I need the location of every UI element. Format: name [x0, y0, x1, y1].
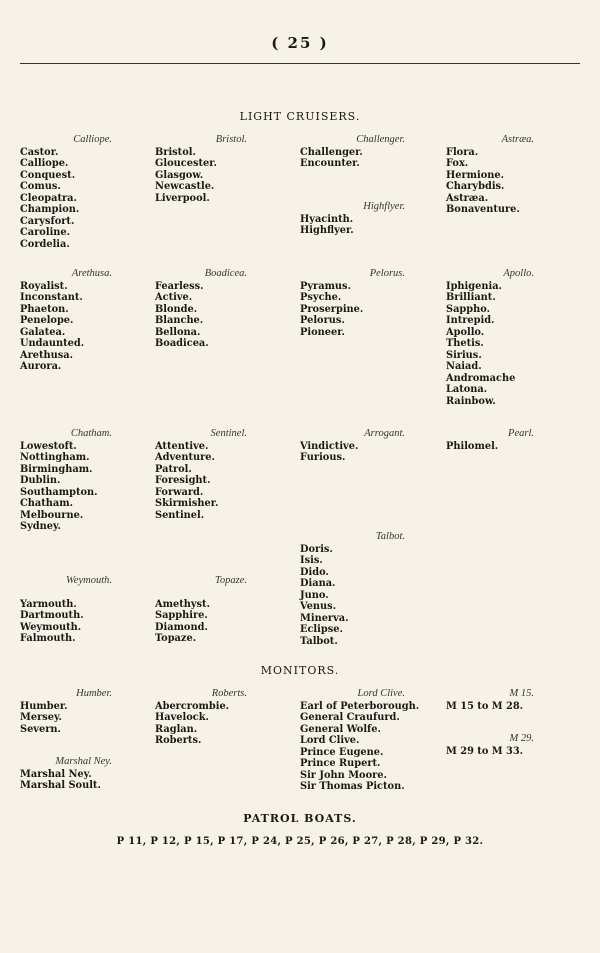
ship-name: Pioneer.	[300, 326, 345, 338]
ship-name: Dido.	[300, 566, 329, 578]
group-weymouth	[20, 575, 112, 645]
ship-name: Phaeton.	[20, 303, 69, 315]
ship-name: Caroline.	[20, 227, 71, 238]
ship-name: Abercrombie.	[155, 700, 230, 712]
monitors-title: MONITORS.	[260, 664, 340, 677]
group-highflyer	[300, 201, 405, 237]
ship-name: Juno.	[300, 589, 329, 601]
ship-name: Inconstant.	[20, 292, 83, 303]
ship-name: Active.	[155, 292, 193, 303]
group-astraea	[446, 134, 534, 216]
group-challenger	[300, 134, 405, 170]
ship-name: Hermione.	[446, 169, 505, 181]
ship-name: Sentinel.	[155, 509, 205, 521]
spacer	[155, 588, 247, 599]
ship-name: Sir John Moore.	[300, 769, 387, 781]
spacer	[20, 588, 112, 599]
patrol-boats-list: P 11, P 12, P 15, P 17, P 24, P 25, P 26, P 27, P 28, P 29, P 32.	[116, 836, 484, 847]
ship-name: Dublin.	[20, 475, 61, 486]
ship-name: Latona.	[446, 384, 488, 395]
patrol-boats-title: PATROL BOATS.	[243, 812, 357, 825]
group-heading: Pearl.	[508, 428, 534, 439]
ship-name: General Wolfe.	[300, 723, 381, 735]
group-heading: Lord Clive.	[357, 688, 405, 699]
group-heading: Weymouth.	[66, 575, 112, 586]
group-arrogant	[300, 428, 405, 464]
ship-name: Hyacinth.	[300, 213, 354, 225]
ship-name: Encounter.	[300, 158, 360, 169]
ship-name: Falmouth.	[20, 633, 76, 644]
ship-name: Topaze.	[155, 633, 197, 644]
ship-name: Sapphire.	[155, 610, 208, 621]
group-heading: Astræa.	[501, 134, 534, 145]
ship-name: Calliope.	[20, 158, 69, 169]
ship-name: Attentive.	[155, 440, 209, 452]
ship-name: General Craufurd.	[300, 712, 400, 723]
ship-name: Melbourne.	[20, 509, 84, 521]
group-heading: Marshal Ney.	[55, 756, 112, 767]
ship-name: Earl of Peterborough.	[300, 700, 420, 712]
group-heading: Topaze.	[215, 575, 247, 586]
ship-name: Proserpine.	[300, 303, 364, 315]
ship-name: Isis.	[300, 555, 323, 566]
group-heading: Bristol.	[215, 134, 247, 145]
group-bristol	[155, 134, 247, 204]
ship-name: Fox.	[446, 158, 469, 169]
ship-name: Naiad.	[446, 361, 482, 372]
ship-name: Sappho.	[446, 303, 491, 315]
ship-name: Brilliant.	[446, 292, 496, 303]
ship-name: Dartmouth.	[20, 610, 84, 621]
header-rule	[20, 63, 580, 64]
ship-name: Conquest.	[20, 169, 76, 181]
group-humber	[20, 688, 112, 735]
ship-name: Humber.	[20, 700, 68, 712]
ship-name: Roberts.	[155, 735, 202, 746]
ship-name: Blonde.	[155, 303, 198, 315]
ship-name: Royalist.	[20, 280, 68, 292]
group-heading: Pelorus.	[369, 268, 405, 279]
ship-name: Nottingham.	[20, 452, 90, 463]
ship-name: Mersey.	[20, 712, 62, 723]
ship-name: Glasgow.	[155, 169, 204, 181]
group-heading: Boadicea.	[204, 268, 247, 279]
ship-name: Flora.	[446, 146, 479, 158]
ship-name: M 29 to M 33.	[446, 745, 524, 757]
ship-name: Arethusa.	[20, 349, 74, 361]
group-heading: M 29.	[509, 733, 534, 744]
group-m15	[446, 688, 534, 712]
ship-name: Havelock.	[155, 712, 209, 723]
light-cruisers-title: LIGHT CRUISERS.	[239, 110, 361, 123]
ship-name: Fearless.	[155, 280, 204, 292]
ship-name: Boadicea.	[155, 338, 209, 349]
ship-name: Furious.	[300, 452, 346, 463]
ship-name: Pyramus.	[300, 280, 351, 292]
ship-name: Prince Rupert.	[300, 758, 381, 769]
ship-name: Carysfort.	[20, 215, 75, 227]
ship-name: Eclipse.	[300, 624, 343, 635]
ship-name: Gloucester.	[155, 158, 217, 169]
ship-name: Marshal Soult.	[20, 780, 101, 791]
ship-name: Blanche.	[155, 315, 204, 326]
ship-name: Astræa.	[446, 192, 489, 204]
group-topaze	[155, 575, 247, 645]
ship-name: Psyche.	[300, 292, 342, 303]
ship-name: Sydney.	[20, 521, 61, 532]
group-heading: Humber.	[76, 688, 112, 699]
ship-name: Challenger.	[300, 146, 363, 158]
group-lord-clive	[300, 688, 420, 793]
ship-name: Venus.	[300, 601, 337, 612]
ship-name: Marshal Ney.	[20, 768, 92, 780]
group-talbot	[300, 531, 405, 647]
ship-name: Vindictive.	[300, 440, 359, 452]
group-arethusa	[20, 268, 112, 373]
group-pelorus	[300, 268, 405, 338]
ship-name: Charybdis.	[446, 181, 505, 192]
ship-name: Undaunted.	[20, 338, 85, 349]
group-marshal-ney	[20, 756, 112, 792]
ship-name: Diana.	[300, 578, 336, 589]
ship-name: Birmingham.	[20, 463, 93, 475]
group-heading: Apollo.	[503, 268, 534, 279]
ship-name: Philomel.	[446, 440, 499, 452]
group-heading: M 15.	[509, 688, 534, 699]
ship-name: Bellona.	[155, 326, 201, 338]
ship-name: Cleopatra.	[20, 192, 77, 204]
group-heading: Sentinel.	[210, 428, 247, 439]
ship-name: Penelope.	[20, 315, 74, 326]
ship-name: Talbot.	[300, 635, 338, 647]
ship-name: Apollo.	[446, 326, 485, 338]
ship-name: Liverpool.	[155, 192, 210, 204]
ship-name: Newcastle.	[155, 181, 215, 192]
ship-name: Thetis.	[446, 338, 484, 349]
ship-name: Champion.	[20, 204, 80, 215]
ship-name: Patrol.	[155, 463, 192, 475]
ship-name: Bristol.	[155, 146, 196, 158]
group-heading: Highflyer.	[363, 201, 405, 212]
group-heading: Talbot.	[375, 531, 405, 542]
ship-name: Forward.	[155, 486, 204, 498]
ship-name: Castor.	[20, 146, 59, 158]
ship-name: Rainbow.	[446, 395, 496, 407]
ship-name: Andromache	[446, 372, 516, 384]
group-heading: Challenger.	[356, 134, 405, 145]
ship-name: Doris.	[300, 543, 333, 555]
ship-name: Southampton.	[20, 486, 98, 498]
ship-name: Amethyst.	[155, 598, 210, 610]
group-heading: Roberts.	[211, 688, 247, 699]
ship-name: Minerva.	[300, 612, 349, 624]
ship-name: Skirmisher.	[155, 498, 219, 509]
ship-name: Chatham.	[20, 498, 74, 509]
group-sentinel	[155, 428, 247, 521]
group-heading: Calliope.	[73, 134, 112, 145]
group-heading: Arrogant.	[364, 428, 405, 439]
group-boadicea	[155, 268, 247, 350]
group-calliope	[20, 134, 112, 250]
ship-name: Iphigenia.	[446, 280, 502, 292]
group-pearl	[446, 428, 534, 452]
page-number: ( 25 )	[271, 34, 329, 52]
ship-name: Raglan.	[155, 723, 198, 735]
group-heading: Chatham.	[70, 428, 112, 439]
ship-name: Lord Clive.	[300, 735, 360, 746]
group-roberts	[155, 688, 247, 747]
ship-name: Weymouth.	[20, 621, 82, 633]
ship-name: Bonaventure.	[446, 204, 520, 215]
group-m29	[446, 733, 534, 757]
ship-name: Sir Thomas Picton.	[300, 781, 405, 792]
group-heading: Arethusa.	[71, 268, 112, 279]
ship-name: Sirius.	[446, 349, 482, 361]
ship-name: Intrepid.	[446, 315, 495, 326]
ship-name: Cordelia.	[20, 238, 70, 250]
ship-name: Pelorus.	[300, 315, 345, 326]
ship-name: Highflyer.	[300, 225, 354, 236]
ship-name: Adventure.	[155, 452, 215, 463]
ship-name: M 15 to M 28.	[446, 700, 524, 712]
ship-name: Diamond.	[155, 621, 208, 633]
group-apollo	[446, 268, 534, 407]
group-chatham	[20, 428, 112, 533]
ship-name: Lowestoft.	[20, 440, 77, 452]
ship-name: Yarmouth.	[20, 598, 77, 610]
ship-name: Aurora.	[20, 361, 62, 372]
ship-name: Severn.	[20, 723, 61, 735]
ship-name: Comus.	[20, 181, 61, 192]
ship-name: Prince Eugene.	[300, 746, 384, 758]
ship-name: Foresight.	[155, 475, 211, 486]
ship-name: Galatea.	[20, 326, 66, 338]
